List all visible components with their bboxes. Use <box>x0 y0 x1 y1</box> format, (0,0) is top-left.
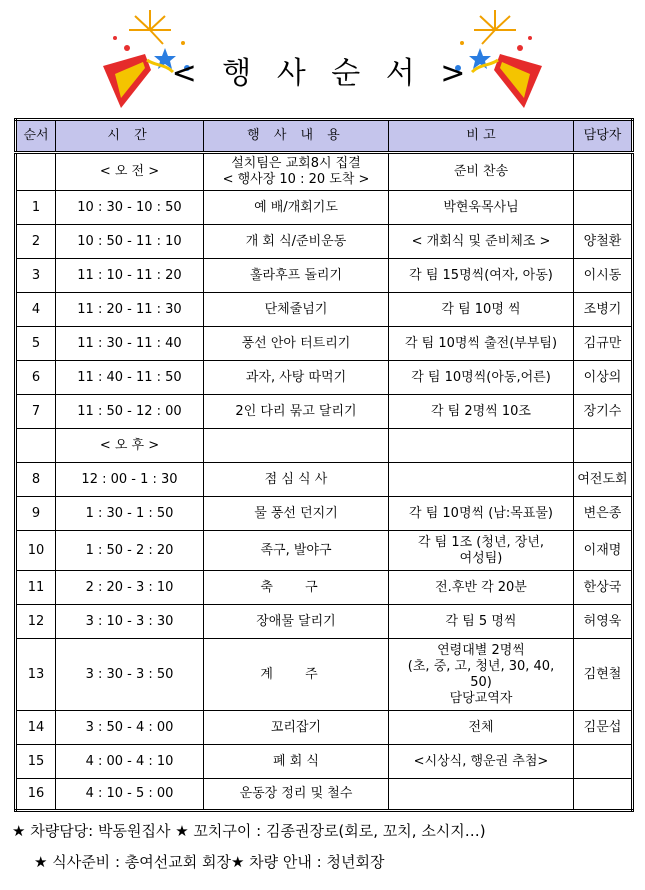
row-manager <box>574 153 633 191</box>
row-no: 15 <box>16 745 56 779</box>
row-event: 훌라후프 돌리기 <box>204 259 389 293</box>
row-no: 13 <box>16 639 56 711</box>
row-manager: 양철환 <box>574 225 633 259</box>
row-event: 과자, 사탕 따먹기 <box>204 361 389 395</box>
header-event: 행 사 내 용 <box>204 120 389 153</box>
schedule-table <box>14 118 634 812</box>
row-note: < 개회식 및 준비체조 > <box>389 225 574 259</box>
row-manager <box>574 429 633 463</box>
row-manager: 김규만 <box>574 327 633 361</box>
row-event: 설치팀은 교회8시 집결 < 행사장 10 : 20 도착 > <box>204 153 389 191</box>
row-note <box>389 779 574 811</box>
row-no: 5 <box>16 327 56 361</box>
row-event: 2인 다리 묶고 달리기 <box>204 395 389 429</box>
row-no <box>16 153 56 191</box>
row-time: 4 : 00 - 4 : 10 <box>56 745 204 779</box>
row-note: <시상식, 행운권 추첨> <box>389 745 574 779</box>
row-note: 준비 찬송 <box>389 153 574 191</box>
row-manager: 조병기 <box>574 293 633 327</box>
row-note: 각 팀 5 명씩 <box>389 605 574 639</box>
row-note: 각 팀 15명씩(여자, 아동) <box>389 259 574 293</box>
row-time: 11 : 50 - 12 : 00 <box>56 395 204 429</box>
row-event: 물 풍선 던지기 <box>204 497 389 531</box>
row-manager: 이상의 <box>574 361 633 395</box>
row-event: 단체줄넘기 <box>204 293 389 327</box>
row-manager: 허영욱 <box>574 605 633 639</box>
table-row <box>16 745 633 779</box>
row-note <box>389 429 574 463</box>
row-no: 9 <box>16 497 56 531</box>
row-manager: 이시동 <box>574 259 633 293</box>
row-no: 16 <box>16 779 56 811</box>
row-time: 10 : 30 - 10 : 50 <box>56 191 204 225</box>
row-no: 4 <box>16 293 56 327</box>
row-time: 4 : 10 - 5 : 00 <box>56 779 204 811</box>
table-row <box>16 361 633 395</box>
row-manager: 이재명 <box>574 531 633 571</box>
row-manager: 김현철 <box>574 639 633 711</box>
row-event: 꼬리잡기 <box>204 711 389 745</box>
row-time: 3 : 10 - 3 : 30 <box>56 605 204 639</box>
table-row <box>16 259 633 293</box>
row-no <box>16 429 56 463</box>
row-time: 1 : 50 - 2 : 20 <box>56 531 204 571</box>
row-note: 각 팀 1조 (청년, 장년, 여성팀) <box>389 531 574 571</box>
table-row <box>16 605 633 639</box>
row-manager <box>574 779 633 811</box>
row-time: 11 : 40 - 11 : 50 <box>56 361 204 395</box>
table-row <box>16 153 633 191</box>
row-manager: 장기수 <box>574 395 633 429</box>
row-no: 11 <box>16 571 56 605</box>
table-row <box>16 429 633 463</box>
row-no: 8 <box>16 463 56 497</box>
row-time: 11 : 20 - 11 : 30 <box>56 293 204 327</box>
row-time: 3 : 50 - 4 : 00 <box>56 711 204 745</box>
row-event: 계 주 <box>204 639 389 711</box>
row-note: 각 팀 10명씩 출전(부부팀) <box>389 327 574 361</box>
row-note: 연령대별 2명씩 (초, 중, 고, 청년, 30, 40, 50) 담당교역자 <box>389 639 574 711</box>
section-label-afternoon: < 오 후 > <box>56 429 204 463</box>
table-row <box>16 779 633 811</box>
header-row <box>16 120 633 153</box>
row-event: 장애물 달리기 <box>204 605 389 639</box>
footer-line-1: ★ 차량담당: 박동원집사 ★ 꼬치구이 : 김종권장로(회로, 꼬치, 소시지…) <box>12 822 486 840</box>
row-event: 점 심 식 사 <box>204 463 389 497</box>
row-manager: 변은종 <box>574 497 633 531</box>
table-row <box>16 571 633 605</box>
row-event: 예 배/개회기도 <box>204 191 389 225</box>
row-time: 12 : 00 - 1 : 30 <box>56 463 204 497</box>
header-time: 시 간 <box>56 120 204 153</box>
table-row <box>16 497 633 531</box>
row-event: 풍선 안아 터트리기 <box>204 327 389 361</box>
table-row <box>16 395 633 429</box>
row-no: 1 <box>16 191 56 225</box>
page-title: < 행 사 순 서 > <box>171 56 474 91</box>
row-no: 7 <box>16 395 56 429</box>
row-time: 1 : 30 - 1 : 50 <box>56 497 204 531</box>
row-event: 족구, 발야구 <box>204 531 389 571</box>
table-row <box>16 639 633 711</box>
row-time: 10 : 50 - 11 : 10 <box>56 225 204 259</box>
row-no: 14 <box>16 711 56 745</box>
row-manager: 한상국 <box>574 571 633 605</box>
row-note: 각 팀 2명씩 10조 <box>389 395 574 429</box>
row-no: 2 <box>16 225 56 259</box>
row-no: 3 <box>16 259 56 293</box>
row-manager: 여전도회 <box>574 463 633 497</box>
row-event: 운동장 정리 및 철수 <box>204 779 389 811</box>
row-note: 전.후반 각 20분 <box>389 571 574 605</box>
row-no: 10 <box>16 531 56 571</box>
row-manager <box>574 745 633 779</box>
header-no: 순서 <box>16 120 56 153</box>
row-time: 3 : 30 - 3 : 50 <box>56 639 204 711</box>
row-note <box>389 463 574 497</box>
row-time: 11 : 10 - 11 : 20 <box>56 259 204 293</box>
row-event: 폐 회 식 <box>204 745 389 779</box>
table-row <box>16 463 633 497</box>
row-time: 2 : 20 - 3 : 10 <box>56 571 204 605</box>
section-label-morning: < 오 전 > <box>56 153 204 191</box>
footer-line-2: ★ 식사준비 : 총여선교회 회장★ 차량 안내 : 청년회장 <box>34 853 385 871</box>
row-manager: 김문섭 <box>574 711 633 745</box>
row-manager <box>574 191 633 225</box>
row-note: 박현욱목사님 <box>389 191 574 225</box>
header-note: 비 고 <box>389 120 574 153</box>
table-row <box>16 531 633 571</box>
table-row <box>16 191 633 225</box>
row-note: 전체 <box>389 711 574 745</box>
row-no: 6 <box>16 361 56 395</box>
row-note: 각 팀 10명씩 (남:목표물) <box>389 497 574 531</box>
table-row <box>16 225 633 259</box>
table-row <box>16 293 633 327</box>
row-event: 축 구 <box>204 571 389 605</box>
row-note: 각 팀 10명 씩 <box>389 293 574 327</box>
row-time: 11 : 30 - 11 : 40 <box>56 327 204 361</box>
row-event: 개 회 식/준비운동 <box>204 225 389 259</box>
row-no: 12 <box>16 605 56 639</box>
table-row <box>16 711 633 745</box>
row-event <box>204 429 389 463</box>
row-note: 각 팀 10명씩(아동,어른) <box>389 361 574 395</box>
header-manager: 담당자 <box>574 120 633 153</box>
table-row <box>16 327 633 361</box>
